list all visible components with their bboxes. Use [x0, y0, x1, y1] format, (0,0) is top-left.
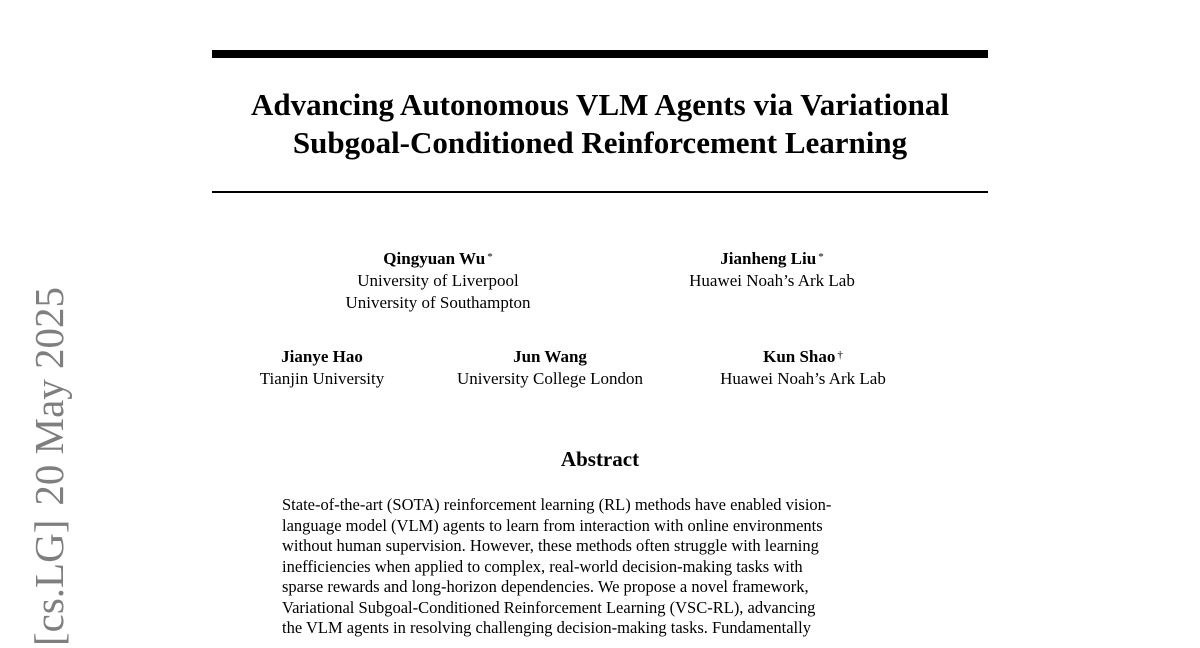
equal-contribution-mark: * — [818, 251, 824, 263]
author-name: Jun Wang — [513, 347, 587, 366]
abstract-line: State-of-the-art (SOTA) reinforcement learning (RL) methods have enabled vision- — [282, 495, 832, 514]
abstract-heading: Abstract — [560, 447, 640, 471]
author-affiliation: University College London — [456, 369, 644, 388]
arxiv-date: 20 May 2025 — [26, 286, 72, 506]
author-affiliation: University of Liverpool — [357, 271, 519, 290]
author-block-wang — [430, 346, 670, 390]
abstract-body — [282, 495, 922, 639]
author-name: Kun Shao † — [763, 347, 843, 366]
author-block-hao — [232, 346, 412, 390]
abstract-line: without human supervision. However, these methods often struggle with learning — [282, 536, 819, 555]
equal-contribution-mark: * — [487, 251, 493, 263]
abstract-line: sparse rewards and long-horizon dependencies. We propose a novel framework, — [282, 577, 809, 596]
author-block-wu — [318, 248, 558, 314]
author-affiliation: Huawei Noah’s Ark Lab — [689, 271, 855, 290]
abstract-line: inefficiencies when applied to complex, real-world decision-making tasks with — [282, 556, 803, 576]
abstract-line: language model (VLM) agents to learn from interaction with online environments — [282, 515, 823, 535]
corresponding-author-mark: † — [837, 349, 843, 361]
author-affiliation: University of Southampton — [345, 293, 531, 312]
author-affiliation: Tianjin University — [259, 369, 385, 388]
abstract-line: the VLM agents in resolving challenging decision-making tasks. Fundamentally — [282, 618, 811, 637]
author-block-liu — [652, 248, 892, 292]
author-affiliation: Huawei Noah’s Ark Lab — [720, 369, 886, 388]
abstract-line: Variational Subgoal-Conditioned Reinforcement Learning (VSC-RL), advancing — [282, 597, 816, 617]
title-line-1: Advancing Autonomous VLM Agents via Variational — [251, 87, 949, 122]
title-bottom-rule — [212, 191, 988, 193]
title-top-rule — [212, 50, 988, 58]
author-name: Jianye Hao — [281, 347, 363, 366]
title-line-2: Subgoal-Conditioned Reinforcement Learning — [292, 125, 908, 160]
author-name: Jianheng Liu * — [720, 249, 824, 268]
paper-title — [212, 86, 988, 162]
author-name: Qingyuan Wu * — [383, 249, 493, 268]
author-block-shao — [693, 346, 913, 390]
arxiv-side-stamp — [28, 287, 70, 646]
arxiv-category: [cs.LG] — [26, 519, 72, 646]
